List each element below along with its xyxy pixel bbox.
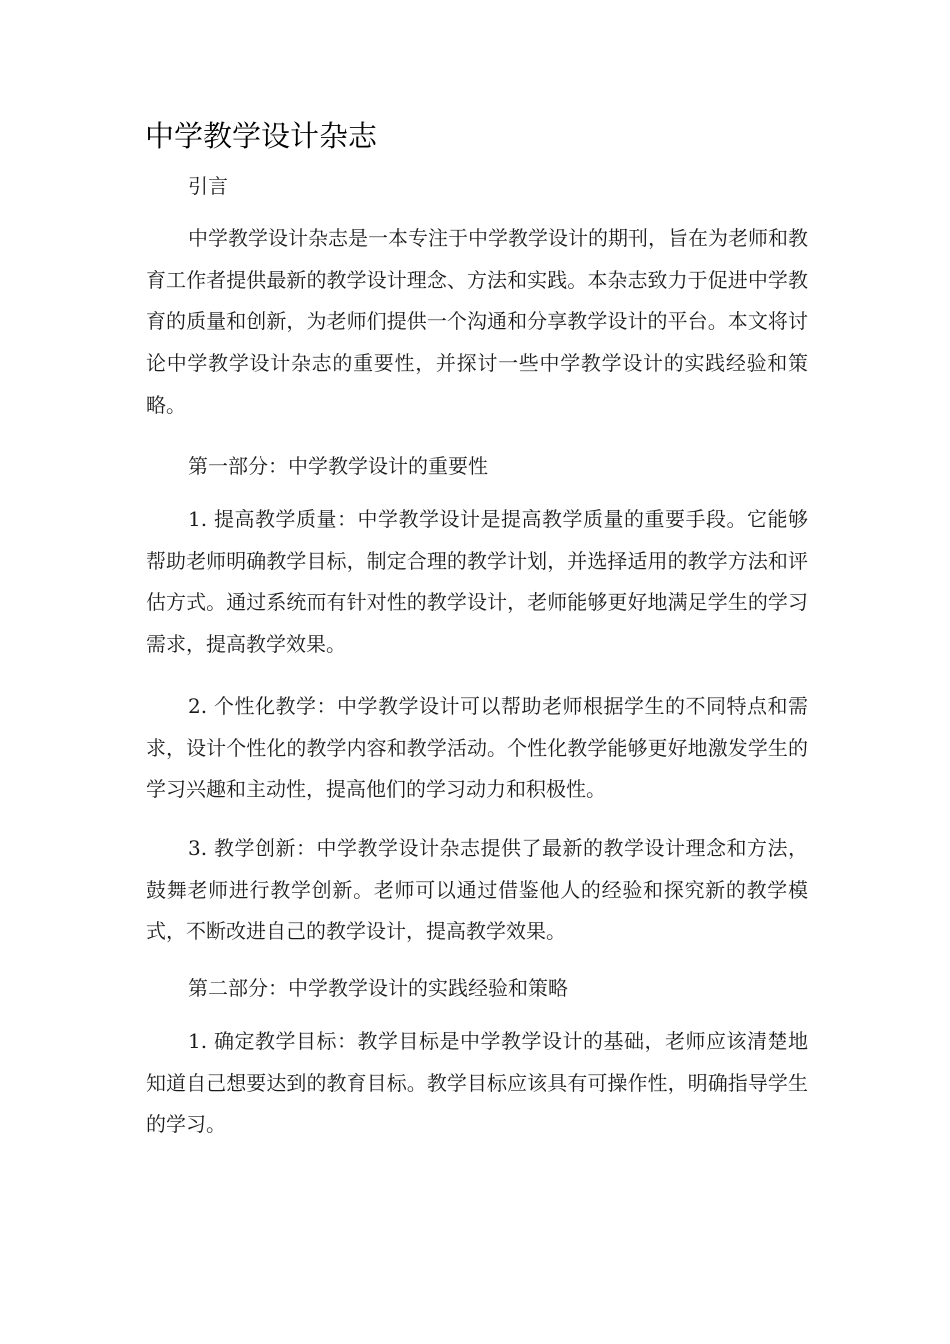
section-heading-part-two: 第二部分：中学教学设计的实践经验和策略 <box>188 976 568 1000</box>
paragraph-point-2: 2. 个性化教学：中学教学设计可以帮助老师根据学生的不同特点和需求，设计个性化的教学内容和教学活动。个性化教学能够更好地激发学生的学习兴趣和主动性，提高他们的学习动力和积极性。 <box>146 694 808 802</box>
document-title: 中学教学设计杂志 <box>145 119 378 153</box>
section-heading-part-one: 第一部分：中学教学设计的重要性 <box>188 454 488 478</box>
paragraph-strategy-1: 1. 确定教学目标：教学目标是中学教学设计的基础，老师应该清楚地知道自己想要达到的教育目标。教学目标应该具有可操作性，明确指导学生的学习。 <box>146 1029 808 1137</box>
paragraph-point-3: 3. 教学创新：中学教学设计杂志提供了最新的教学设计理念和方法，鼓舞老师进行教学创新。老师可以通过借鉴他人的经验和探究新的教学模式，不断改进自己的教学设计，提高教学效果。 <box>146 836 808 944</box>
paragraph-intro-heading: 引言 <box>188 174 228 198</box>
paragraph-intro: 中学教学设计杂志是一本专注于中学教学设计的期刊，旨在为老师和教育工作者提供最新的教学设计理念、方法和实践。本杂志致力于促进中学教育的质量和创新，为老师们提供一个沟通和分享教学设计的平台。本文将讨论中学教学设计杂志的重要性，并探讨一些中学教学设计的实践经验和策略。 <box>146 226 808 417</box>
paragraph-point-1: 1. 提高教学质量：中学教学设计是提高教学质量的重要手段。它能够帮助老师明确教学目标，制定合理的教学计划，并选择适用的教学方法和评估方式。通过系统而有针对性的教学设计，老师能够更好地满足学生的学习需求，提高教学效果。 <box>146 507 808 657</box>
